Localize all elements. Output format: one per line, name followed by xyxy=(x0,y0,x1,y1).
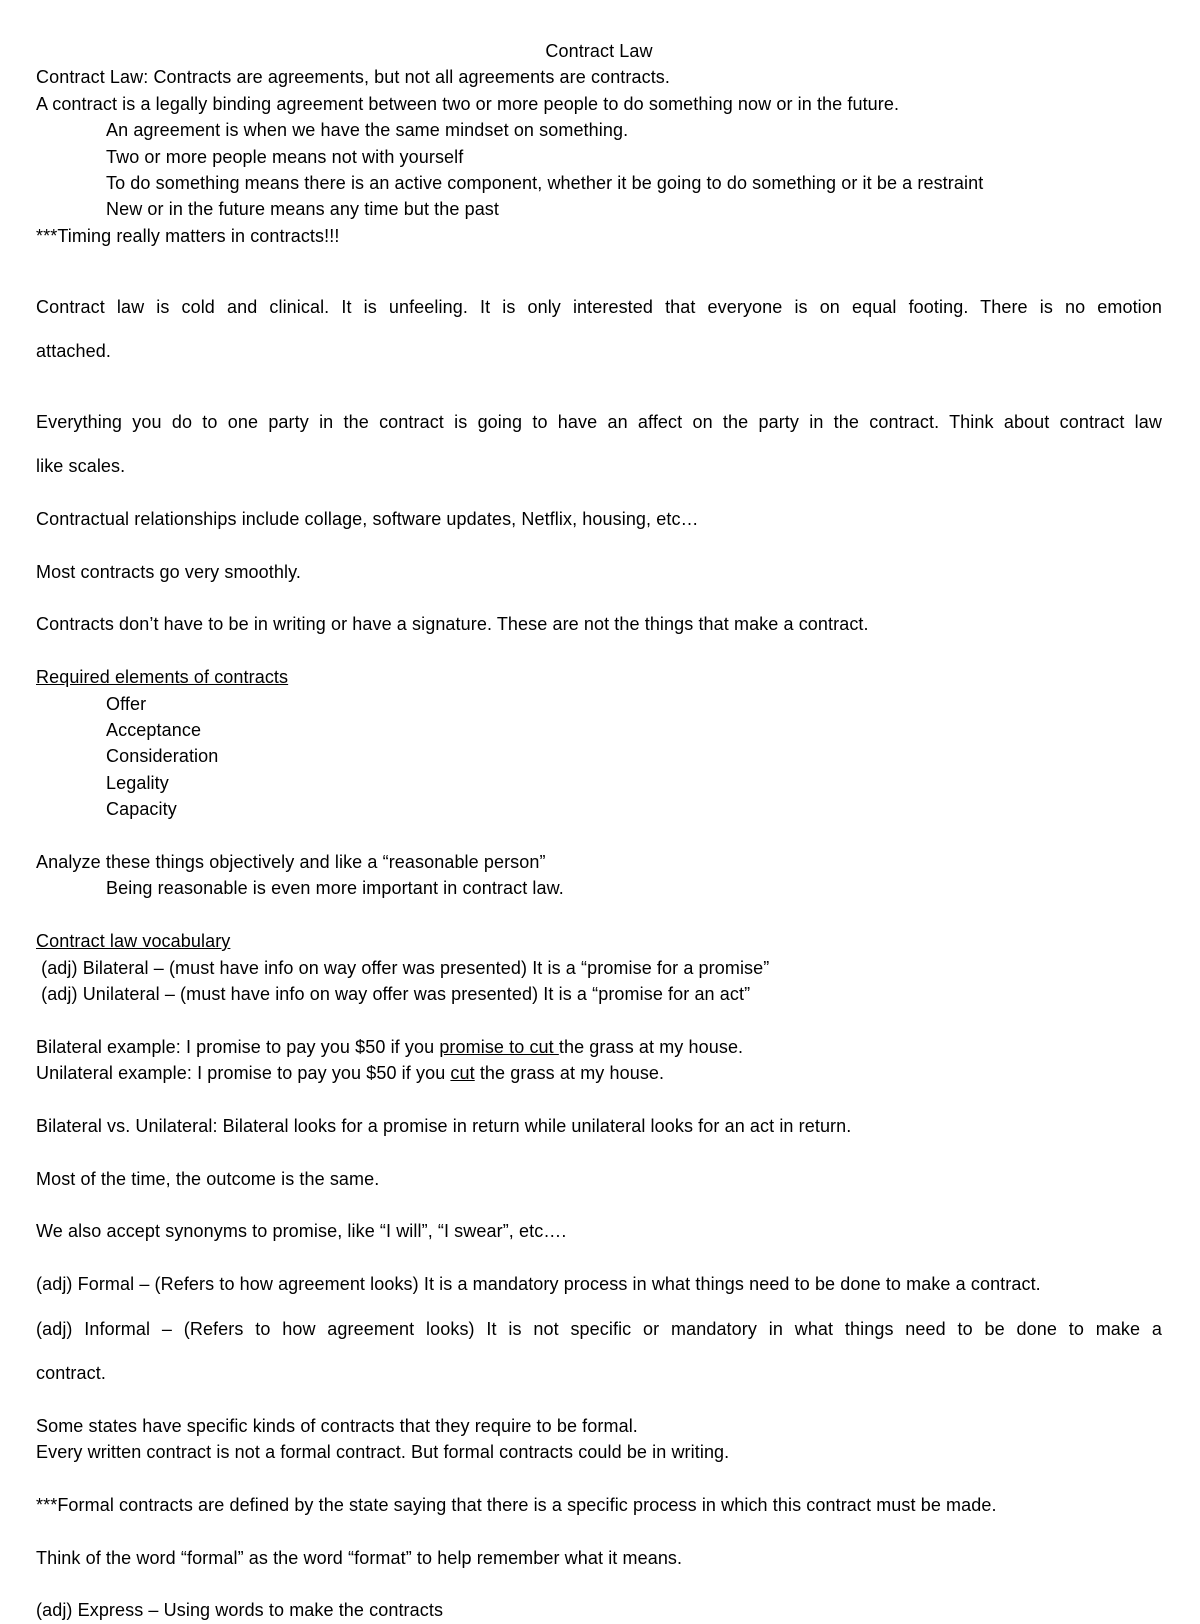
bilateral-vs-unilateral: Bilateral vs. Unilateral: Bilateral looks for a promise in return while unilateral looks for an act in return. xyxy=(36,1115,852,1136)
express-definition: (adj) Express – Using words to make the contracts xyxy=(36,1600,444,1621)
cold-paragraph-line-2: attached. xyxy=(36,340,111,361)
smooth-paragraph: Most contracts go very smoothly. xyxy=(36,561,301,582)
relationships-paragraph: Contractual relationships include collage, software updates, Netflix, housing, etc… xyxy=(36,508,699,529)
intro-point: Two or more people means not with yourself xyxy=(106,146,464,167)
intro-point: To do something means there is an active component, whether it be going to do something or it be a restraint xyxy=(106,172,984,193)
scales-paragraph-line-1: Everything you do to one party in the contract is going to have an affect on the party in the contract. Think about contract law xyxy=(36,411,1162,432)
scales-paragraph-line-2: like scales. xyxy=(36,456,126,477)
vocabulary-heading: Contract law vocabulary xyxy=(36,931,231,952)
required-elements-heading: Required elements of contracts xyxy=(36,667,289,688)
page-title: Contract Law xyxy=(545,41,653,61)
intro-point: An agreement is when we have the same mindset on something. xyxy=(106,120,629,141)
format-tip: Think of the word “formal” as the word “format” to help remember what it means. xyxy=(36,1547,683,1568)
vocab-bilateral: (adj) Bilateral – (must have info on way offer was presented) It is a “promise for a promise” xyxy=(36,957,770,978)
intro-line-2: A contract is a legally binding agreement between two or more people to do something now or in the future. xyxy=(36,93,900,114)
writing-paragraph: Contracts don’t have to be in writing or have a signature. These are not the things that make a contract. xyxy=(36,614,869,635)
bilateral-example-underlined: promise to cut xyxy=(439,1036,559,1057)
states-line-2: Every written contract is not a formal contract. But formal contracts could be in writing. xyxy=(36,1442,730,1463)
cold-paragraph-line-1: Contract law is cold and clinical. It is unfeeling. It is only interested that everyone is on equal footing. There is no emotion xyxy=(36,296,1162,317)
synonyms-note: We also accept synonyms to promise, like “I will”, “I swear”, etc…. xyxy=(36,1221,567,1242)
bilateral-example-suffix: the grass at my house. xyxy=(558,1036,744,1057)
informal-definition-line-2: contract. xyxy=(36,1362,106,1383)
unilateral-example-underlined: cut xyxy=(450,1063,475,1084)
required-element-item: Legality xyxy=(106,772,169,793)
intro-point: New or in the future means any time but the past xyxy=(106,199,500,220)
bilateral-example xyxy=(36,1034,1162,1060)
formal-definition: (adj) Formal – (Refers to how agreement looks) It is a mandatory process in what things need to be done to make a contract. xyxy=(36,1274,1041,1295)
unilateral-example-suffix: the grass at my house. xyxy=(474,1063,665,1084)
informal-definition-line-1: (adj) Informal – (Refers to how agreement looks) It is not specific or mandatory in what things need to be done to make a xyxy=(36,1318,1162,1339)
required-element-item: Consideration xyxy=(106,746,219,767)
document-page xyxy=(36,38,1162,1624)
timing-note: ***Timing really matters in contracts!!! xyxy=(36,225,340,246)
states-line-1: Some states have specific kinds of contracts that they require to be formal. xyxy=(36,1415,638,1436)
outcome-note: Most of the time, the outcome is the same. xyxy=(36,1168,380,1189)
formal-contracts-note: ***Formal contracts are defined by the state saying that there is a specific process in which this contract must be made. xyxy=(36,1494,997,1515)
vocab-unilateral: (adj) Unilateral – (must have info on way offer was presented) It is a “promise for an act” xyxy=(36,983,751,1004)
required-element-item: Capacity xyxy=(106,799,177,820)
intro-line-1: Contract Law: Contracts are agreements, but not all agreements are contracts. xyxy=(36,67,671,88)
bilateral-example-prefix: Bilateral example: I promise to pay you $50 if you xyxy=(36,1036,440,1057)
unilateral-example xyxy=(36,1060,1162,1086)
reasonable-line-2: Being reasonable is even more important in contract law. xyxy=(106,878,564,899)
unilateral-example-prefix: Unilateral example: I promise to pay you $50 if you xyxy=(36,1063,451,1084)
required-element-item: Offer xyxy=(106,693,147,714)
reasonable-line-1: Analyze these things objectively and like a “reasonable person” xyxy=(36,851,546,872)
required-element-item: Acceptance xyxy=(106,719,202,740)
